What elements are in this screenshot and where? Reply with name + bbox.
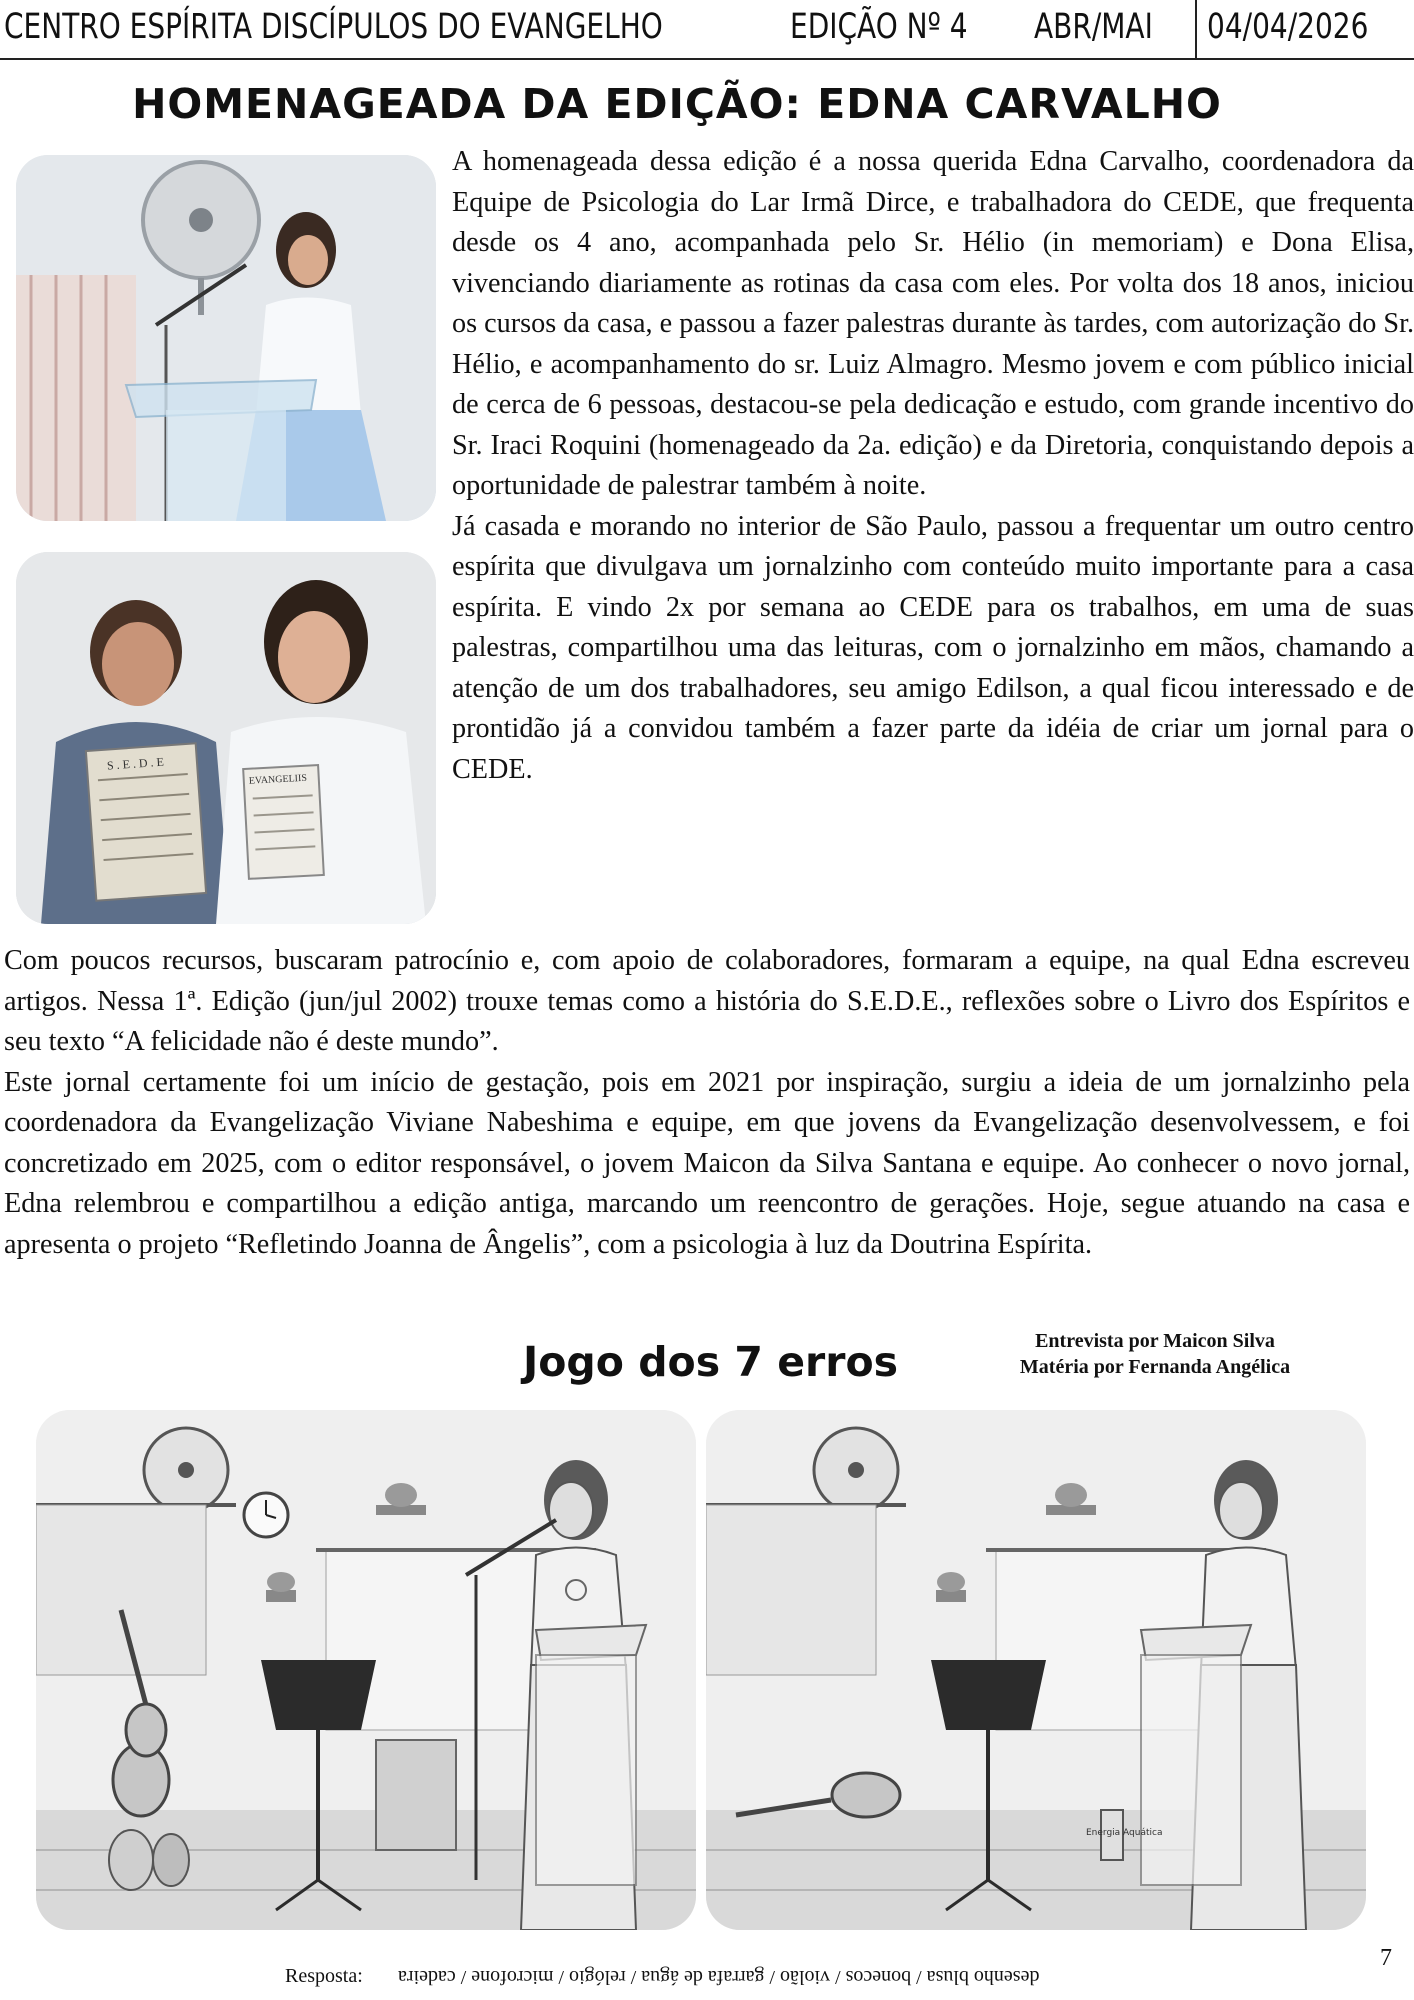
- article-body-full: [4, 941, 1410, 1265]
- newspaper-masthead-left: S . E . D . E: [106, 754, 165, 773]
- header-months: ABR/MAI: [1034, 7, 1153, 47]
- header-date: 04/04/2026: [1207, 7, 1369, 47]
- article-credits: [990, 1328, 1320, 1380]
- article-paragraph-4: Este jornal certamente foi um início de gestação, pois em 2021 por inspiração, surgiu a ideia de um jornalzinho pela coordenadora da Evangelização Viviane Nabeshima e equipe, em que jovens da Evangelização desenvolvessem, e foi concretizado em 2025, com o editor responsável, o jovem Maicon da Silva Santana e equipe. Ao conhecer o novo jornal, Edna relembrou e compartilhou a edição antiga, marcando um reencontro de gerações. Hoje, segue atuando na casa e apresenta o projeto “Refletindo Joanna de Ângelis”, com a psicologia à luz da Doutrina Espírita.: [4, 1066, 1410, 1260]
- photo-edna-boy-newspapers: [16, 552, 436, 924]
- article-paragraph-2: Já casada e morando no interior de São Paulo, passou a frequentar um outro centro espírita que divulgava um jornalzinho com conteúdo muito importante para a casa espírita. E vindo 2x por semana ao CEDE para os trabalhos, em uma de suas palestras, compartilhou uma das leituras, com o jornalzinho em mãos, chamando a atenção de um dos trabalhadores, seu amigo Edilson, a qual ficou interessado e de prontidão já a convidou também a fazer parte da idéia de criar um jornal para o CEDE.: [452, 510, 1414, 785]
- header-divider: [1195, 0, 1197, 58]
- header-organization: CENTRO ESPÍRITA DISCÍPULOS DO EVANGELHO: [4, 7, 663, 47]
- answer-label: Resposta:: [285, 1965, 363, 1987]
- credit-interview: Entrevista por Maicon Silva: [1035, 1330, 1275, 1352]
- page-number: 7: [1380, 1945, 1392, 1971]
- article-title: HOMENAGEADA DA EDIÇÃO: EDNA CARVALHO: [132, 80, 1222, 128]
- wicker-chair: [376, 1740, 456, 1850]
- article-paragraph-1: A homenageada dessa edição é a nossa querida Edna Carvalho, coordenadora da Equipe de Psicologia do Lar Irmã Dirce, e trabalhadora do CEDE, que frequenta desde os 4 ano, acompanhada pelo Sr. Hélio (in memoriam) e Dona Elisa, vivenciando diariamente as rotinas da casa com eles. Por volta dos 18 anos, iniciou os cursos da casa, e passou a fazer palestras durante às tardes, com autorização do Sr. Hélio, e acompanhamento do sr. Luiz Almagro. Mesmo jovem e com público inicial de cerca de 6 pessoas, destacou-se pela dedicação e estudo, com grande incentivo do Sr. Iraci Roquini (homenageado da 2a. edição) e da Diretoria, conquistando depois a oportunidade de palestrar também à noite.: [452, 146, 1414, 501]
- credit-article: Matéria por Fernanda Angélica: [1019, 1356, 1291, 1378]
- header-edition: EDIÇÃO Nº 4: [790, 7, 968, 47]
- water-bottle-label: Energia Aquática: [1086, 1828, 1163, 1838]
- newspaper-masthead-right: EVANGELIIS: [248, 772, 308, 787]
- photo-edna-lectern: [16, 155, 436, 521]
- article-body-column: [452, 142, 1414, 790]
- game-title: Jogo dos 7 erros: [523, 1338, 899, 1386]
- game-image-left: [36, 1410, 696, 1930]
- page-header: [0, 0, 1414, 60]
- answer-text-upside-down: desenho blusa / bonecos / violão / garrafa de água / relógio / microfone / cadeira: [398, 1966, 1040, 1988]
- game-image-right: [706, 1410, 1366, 1930]
- article-paragraph-3: Com poucos recursos, buscaram patrocínio e, com apoio de colaboradores, formaram a equipe, na qual Edna escreveu artigos. Nessa 1ª. Edição (jun/jul 2002) trouxe temas como a história do S.E.D.E., reflexões sobre o Livro dos Espíritos e seu texto “A felicidade não é deste mundo”.: [4, 945, 1410, 1057]
